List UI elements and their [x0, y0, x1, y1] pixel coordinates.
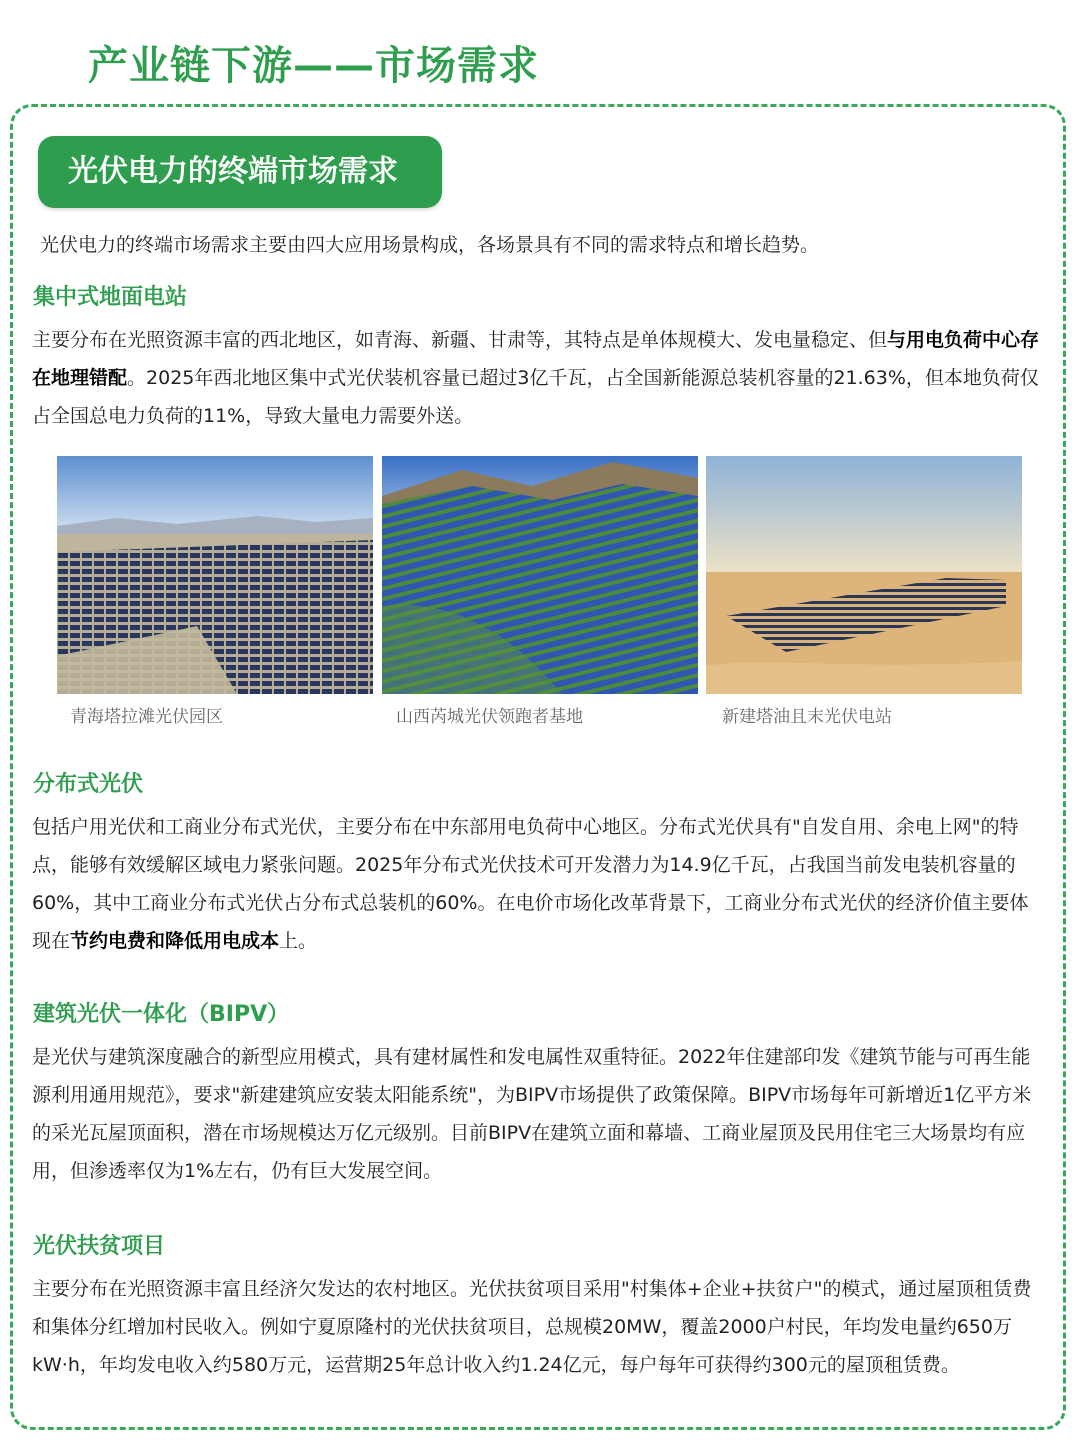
text-segment: 包括户用光伏和工商业分布式光伏，主要分布在中东部用电负荷中心地区。分布式光伏具有"自发自用、余电上网"的特点，能够有效缓解区域电力紧张问题。2025年分布式光伏技术可开发潜力为14.9亿千瓦，占我国当前发电装机容量的60%，其中工商业分布式光伏占分布式总装机的60%。在电价市场化改革背景下，工商业分布式光伏的经济价值主要体现在: [32, 816, 1029, 952]
section-title-bipv: 建筑光伏一体化（BIPV）: [33, 1002, 290, 1027]
photo-qinghai-solar-park: [57, 456, 373, 694]
photo-caption: 青海塔拉滩光伏园区: [70, 707, 223, 727]
section-text-distributed: [32, 808, 1046, 960]
photo-caption: 新建塔油且末光伏电站: [722, 707, 892, 727]
section-banner: 光伏电力的终端市场需求: [38, 136, 442, 208]
section-title-distributed: 分布式光伏: [33, 772, 144, 797]
text-segment: 主要分布在光照资源丰富的西北地区，如青海、新疆、甘肃等，其特点是单体规模大、发电量稳定、但: [32, 329, 888, 351]
text-segment: 。2025年西北地区集中式光伏装机容量已超过3亿千瓦，占全国新能源总装机容量的21.63%，但本地负荷仅占全国总电力负荷的11%，导致大量电力需要外送。: [32, 367, 1039, 427]
photo-shanxi-ruicheng-base: [382, 456, 698, 694]
section-title-centralized: 集中式地面电站: [33, 285, 188, 310]
section-text-centralized: [32, 321, 1046, 435]
section-title-poverty-alleviation: 光伏扶贫项目: [33, 1234, 166, 1259]
section-text-poverty-alleviation: 主要分布在光照资源丰富且经济欠发达的农村地区。光伏扶贫项目采用"村集体+企业+扶贫户"的模式，通过屋顶租赁费和集体分红增加村民收入。例如宁夏原隆村的光伏扶贫项目，总规模20MW，覆盖2000户村民，年均发电量约650万kW·h，年均发电收入约580万元，运营期25年总计收入约1.24亿元，每户每年可获得约300元的屋顶租赁费。: [32, 1278, 1032, 1376]
section-text-bipv: 是光伏与建筑深度融合的新型应用模式，具有建材属性和发电属性双重特征。2022年住建部印发《建筑节能与可再生能源利用通用规范》，要求"新建建筑应安装太阳能系统"，为BIPV市场提供了政策保障。BIPV市场每年可新增近1亿平方米的采光瓦屋顶面积，潜在市场规模达万亿元级别。目前BIPV在建筑立面和幕墙、工商业屋顶及民用住宅三大场景均有应用，但渗透率仅为1%左右，仍有巨大发展空间。: [32, 1046, 1032, 1182]
intro-text: 光伏电力的终端市场需求主要由四大应用场景构成，各场景具有不同的需求特点和增长趋势。: [40, 234, 820, 256]
photo-xinjiang-qiemo-station: [706, 456, 1022, 694]
bold-highlight: 与用电负荷中心存在地理错配: [32, 329, 1040, 389]
photo-caption: 山西芮城光伏领跑者基地: [396, 707, 583, 727]
text-segment: 上。: [279, 930, 318, 952]
page-title: 产业链下游——市场需求: [88, 43, 539, 89]
bold-highlight: 节约电费和降低用电成本: [70, 930, 280, 952]
